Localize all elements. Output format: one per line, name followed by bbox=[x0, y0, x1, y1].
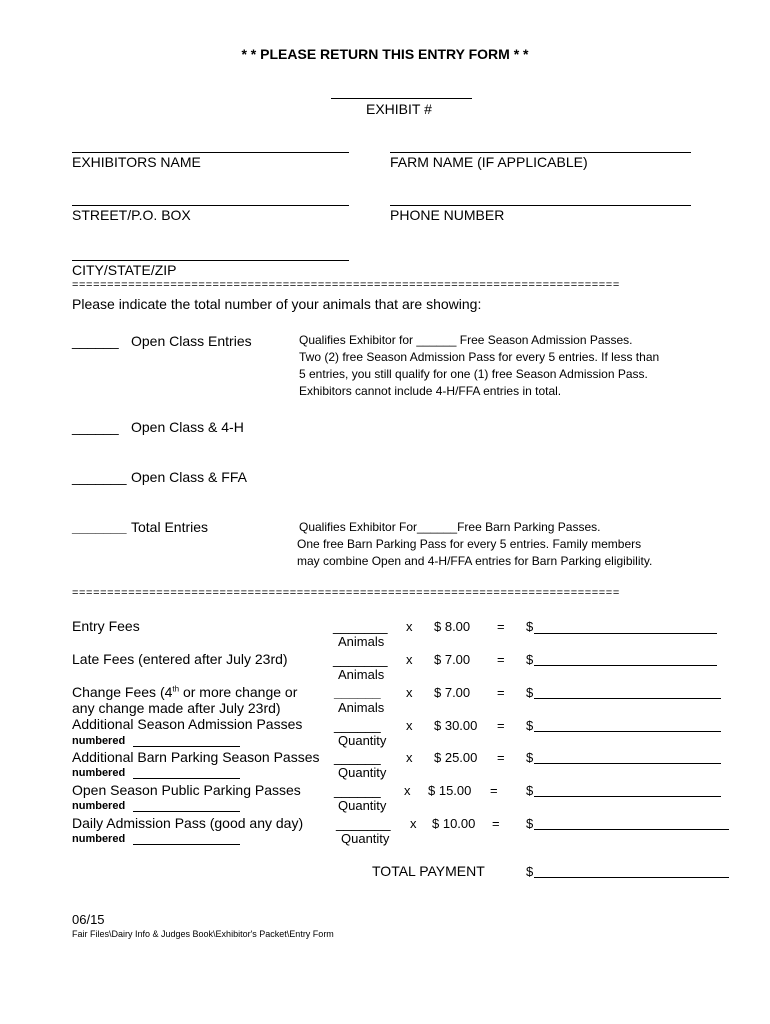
separator-top: ============================================================================== bbox=[72, 279, 620, 291]
open-class-4h-blank[interactable]: ______ bbox=[72, 419, 119, 435]
daily-admission-numbered: numbered bbox=[72, 833, 126, 845]
season-pass-note-2: Two (2) free Season Admission Pass for every 5 entries. If less than bbox=[299, 350, 660, 364]
change-fees-equals: = bbox=[497, 685, 505, 700]
entry-fees-blank[interactable]: _______ bbox=[333, 618, 388, 634]
phone-label: PHONE NUMBER bbox=[390, 207, 505, 223]
phone-line[interactable] bbox=[390, 205, 691, 206]
open-class-4h-label: Open Class & 4-H bbox=[131, 419, 244, 435]
entry-fees-total-line[interactable] bbox=[534, 633, 717, 634]
entry-fees-label: Entry Fees bbox=[72, 618, 140, 634]
barn-parking-equals: = bbox=[497, 750, 505, 765]
daily-admission-equals: = bbox=[492, 816, 500, 831]
public-parking-unit: Quantity bbox=[338, 798, 387, 813]
season-admission-label: Additional Season Admission Passes bbox=[72, 716, 303, 732]
total-payment-line[interactable] bbox=[534, 877, 729, 878]
barn-parking-numbered-line[interactable] bbox=[133, 778, 240, 779]
public-parking-x: x bbox=[404, 783, 411, 798]
change-fees-label-start: Change Fees (4 bbox=[72, 684, 173, 700]
season-admission-equals: = bbox=[497, 718, 505, 733]
separator-middle: ============================================================================== bbox=[72, 587, 620, 599]
season-admission-unit: Quantity bbox=[338, 733, 387, 748]
season-admission-numbered-line[interactable] bbox=[133, 746, 240, 747]
barn-parking-dollar: $ bbox=[526, 750, 534, 765]
footer-date: 06/15 bbox=[72, 912, 105, 927]
change-fees-label bbox=[72, 684, 297, 700]
city-line[interactable] bbox=[72, 260, 349, 261]
change-fees-sup: th bbox=[172, 684, 180, 694]
season-pass-note-3: 5 entries, you still qualify for one (1) free Season Admission Pass. bbox=[299, 367, 648, 381]
public-parking-numbered-line[interactable] bbox=[133, 811, 240, 812]
daily-admission-numbered-line[interactable] bbox=[133, 844, 240, 845]
change-fees-unit: Animals bbox=[338, 700, 385, 715]
farm-name-line[interactable] bbox=[390, 152, 691, 153]
daily-admission-total-line[interactable] bbox=[534, 829, 729, 830]
daily-admission-unit: Quantity bbox=[341, 831, 390, 846]
season-pass-note-4: Exhibitors cannot include 4-H/FFA entries in total. bbox=[299, 384, 562, 398]
footer-path: Fair Files\Dairy Info & Judges Book\Exhibitor's Packet\Entry Form bbox=[72, 929, 334, 939]
barn-parking-total-line[interactable] bbox=[534, 763, 721, 764]
open-class-ffa-label: Open Class & FFA bbox=[131, 469, 247, 485]
change-fees-blank[interactable]: ______ bbox=[334, 684, 381, 700]
total-entries-label: Total Entries bbox=[131, 519, 209, 535]
season-admission-numbered: numbered bbox=[72, 735, 126, 747]
late-fees-unit: Animals bbox=[338, 667, 385, 682]
street-label: STREET/P.O. BOX bbox=[72, 207, 191, 223]
instruction-text: Please indicate the total number of your animals that are showing: bbox=[72, 296, 482, 312]
public-parking-total-line[interactable] bbox=[534, 796, 721, 797]
late-fees-blank[interactable]: _______ bbox=[333, 651, 388, 667]
daily-admission-price: $ 10.00 bbox=[432, 816, 476, 831]
exhibit-number-label: EXHIBIT # bbox=[366, 101, 432, 117]
daily-admission-label: Daily Admission Pass (good any day) bbox=[72, 815, 304, 831]
barn-parking-blank[interactable]: ______ bbox=[334, 749, 381, 765]
total-payment-label: TOTAL PAYMENT bbox=[372, 863, 485, 879]
change-fees-x: x bbox=[406, 685, 413, 700]
late-fees-dollar: $ bbox=[526, 652, 534, 667]
season-admission-blank[interactable]: ______ bbox=[334, 717, 381, 733]
entry-fees-unit: Animals bbox=[338, 634, 385, 649]
exhibitors-name-line[interactable] bbox=[72, 152, 349, 153]
daily-admission-x: x bbox=[410, 816, 417, 831]
exhibitors-name-label: EXHIBITORS NAME bbox=[72, 154, 201, 170]
total-entries-blank[interactable]: _______ bbox=[72, 519, 127, 535]
exhibit-number-line[interactable] bbox=[331, 98, 472, 99]
form-title: * * PLEASE RETURN THIS ENTRY FORM * * bbox=[241, 46, 529, 62]
late-fees-x: x bbox=[406, 652, 413, 667]
season-admission-dollar: $ bbox=[526, 718, 534, 733]
barn-parking-x: x bbox=[406, 750, 413, 765]
daily-admission-dollar: $ bbox=[526, 816, 534, 831]
public-parking-dollar: $ bbox=[526, 783, 534, 798]
season-admission-price: $ 30.00 bbox=[434, 718, 478, 733]
change-fees-price: $ 7.00 bbox=[434, 685, 471, 700]
open-class-entries-blank[interactable]: ______ bbox=[72, 333, 119, 349]
barn-parking-label: Additional Barn Parking Season Passes bbox=[72, 749, 320, 765]
public-parking-price: $ 15.00 bbox=[428, 783, 472, 798]
season-admission-x: x bbox=[406, 718, 413, 733]
season-pass-note-1: Qualifies Exhibitor for ______ Free Season Admission Passes. bbox=[299, 333, 633, 347]
public-parking-label: Open Season Public Parking Passes bbox=[72, 782, 301, 798]
barn-parking-unit: Quantity bbox=[338, 765, 387, 780]
public-parking-blank[interactable]: ______ bbox=[334, 782, 381, 798]
barn-parking-note-3: may combine Open and 4-H/FFA entries for Barn Parking eligibility. bbox=[297, 554, 653, 568]
open-class-entries-label: Open Class Entries bbox=[131, 333, 252, 349]
city-label: CITY/STATE/ZIP bbox=[72, 262, 177, 278]
change-fees-label-rest: or more change or bbox=[179, 684, 298, 700]
change-fees-dollar: $ bbox=[526, 685, 534, 700]
street-line[interactable] bbox=[72, 205, 349, 206]
late-fees-equals: = bbox=[497, 652, 505, 667]
change-fees-total-line[interactable] bbox=[534, 698, 721, 699]
barn-parking-note-1: Qualifies Exhibitor For______Free Barn Parking Passes. bbox=[299, 520, 601, 534]
entry-fees-x: x bbox=[406, 619, 413, 634]
entry-fees-equals: = bbox=[497, 619, 505, 634]
late-fees-total-line[interactable] bbox=[534, 665, 717, 666]
open-class-ffa-blank[interactable]: _______ bbox=[72, 469, 127, 485]
barn-parking-note-2: One free Barn Parking Pass for every 5 entries. Family members bbox=[297, 537, 642, 551]
public-parking-equals: = bbox=[490, 783, 498, 798]
barn-parking-numbered: numbered bbox=[72, 767, 126, 779]
total-payment-dollar: $ bbox=[526, 864, 534, 879]
farm-name-label: FARM NAME (IF APPLICABLE) bbox=[390, 154, 588, 170]
public-parking-numbered: numbered bbox=[72, 800, 126, 812]
entry-fees-price: $ 8.00 bbox=[434, 619, 471, 634]
entry-fees-dollar: $ bbox=[526, 619, 534, 634]
daily-admission-blank[interactable]: _______ bbox=[336, 815, 391, 831]
season-admission-total-line[interactable] bbox=[534, 731, 721, 732]
late-fees-label: Late Fees (entered after July 23rd) bbox=[72, 651, 288, 667]
late-fees-price: $ 7.00 bbox=[434, 652, 471, 667]
barn-parking-price: $ 25.00 bbox=[434, 750, 478, 765]
change-fees-label-2: any change made after July 23rd) bbox=[72, 700, 281, 716]
